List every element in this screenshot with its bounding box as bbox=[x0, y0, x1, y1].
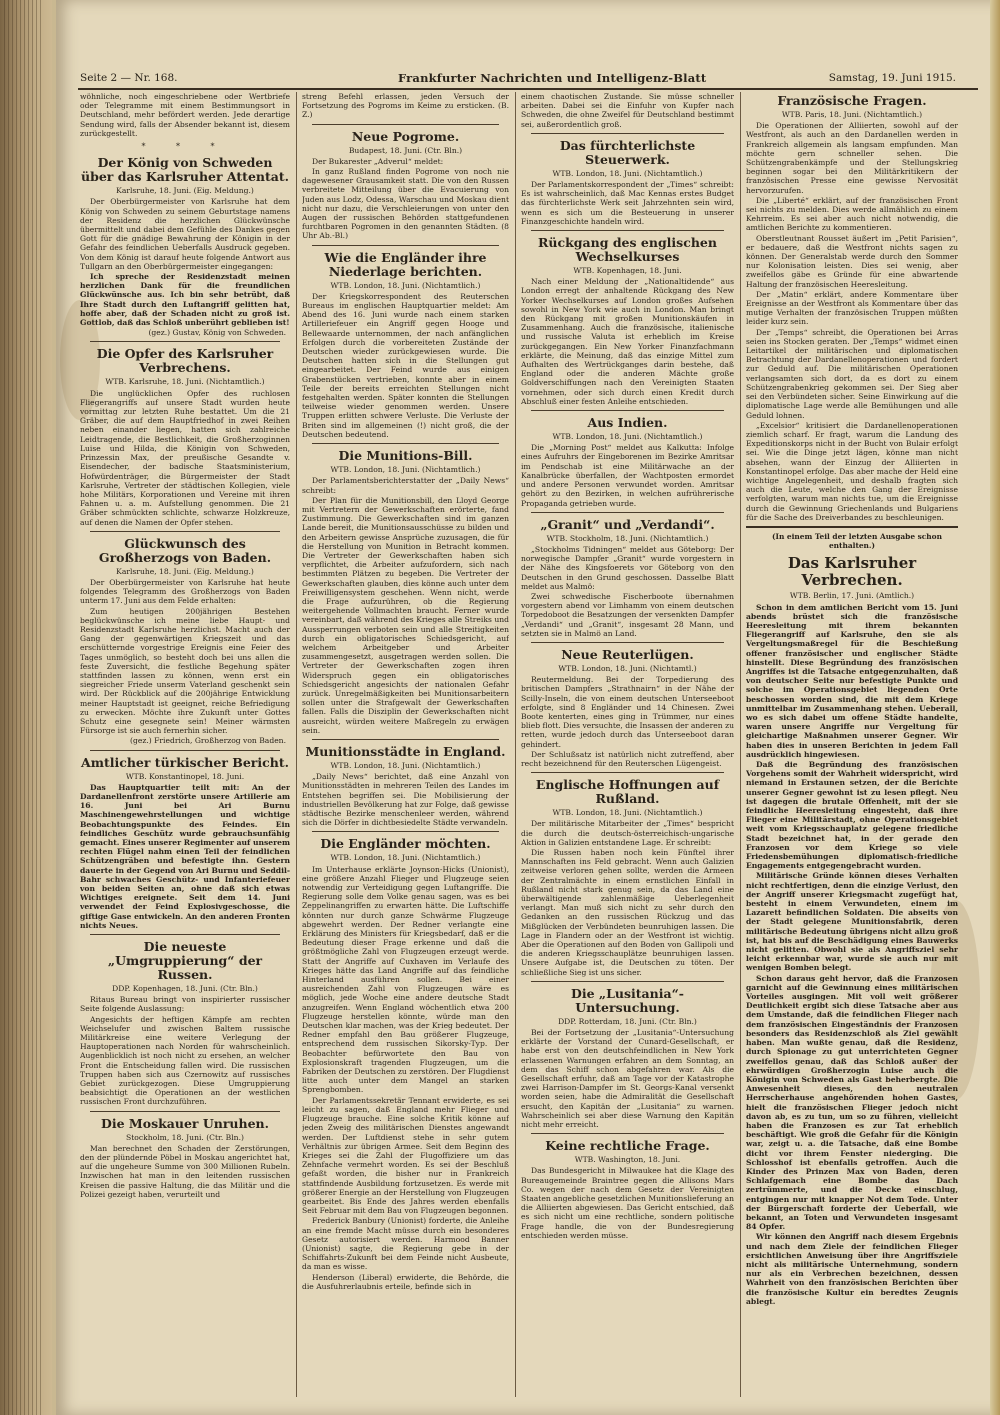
article-paragraph: Nach einer Meldung der „Nationaltidende“ aus London erregt der anhaltende Rückgang des New Yorker Wechselkurses auf London großes Aufsehen sowohl in New York wie auch in London. Man bringt den Rückgang mit großen Munitionskäufen in Zusammenhang. Auch die französische, italienische und russische Valuta ist erheblich im Kreise zurückgegangen. Ein New Yorker Finanzfachmann erklärte, die Meinung, daß das einzige Mittel zum Aufhalten des Wertrückganges darin bestehe, daß England oder die anderen Mächte große Goldverschiffungen nach den Vereinigten Staaten vornehmen, oder sich durch einen Kredit durch Abschluß einer festen Anleihe entschieden. bbox=[521, 277, 734, 406]
dateline: Stockholm, 18. Juni. (Ctr. Bln.) bbox=[126, 1132, 244, 1142]
article-paragraph: Reutermeldung. Bei der Torpedierung des britischen Dampfers „Strathnairn“ in der Nähe der Scilly-Inseln, die von einem deutschen Unterseeboot erfolgte, sind 8 Engländer und 14 Chinesen. Zwei Boote kenterten, eines ging in Trümmer, nur eines blieb flott. Dies versuchte, die Insassen der anderen zu retten, wurde jedoch durch das Unterseeboot daran gehindert. bbox=[521, 675, 734, 749]
dateline: WTB. London, 18. Juni. (Nichtamtlich.) bbox=[330, 760, 481, 770]
headline-aus-indien: Aus Indien. bbox=[587, 415, 668, 431]
article-paragraph: „Stockholms Tidningen“ meldet aus Göteborg: Der norwegische Dampfer „Granit“ wurde vorgestern in der Nähe des Kingsfoerets vor Göteborg von den Deutschen in den Grund geschossen. Dasselbe Blatt meldet aus Malmö: bbox=[521, 544, 734, 591]
dateline: WTB. London, 18. Juni. (Nichtamtlich.) bbox=[330, 465, 481, 475]
headline-umgruppierung: Die neueste „Umgruppierung“ der Russen. bbox=[107, 939, 263, 983]
dateline: WTB. London, 18. Juni. (Nichtamtl.) bbox=[558, 663, 697, 673]
article-paragraph: „Excelsior“ kritisiert die Dardanellenoperationen ziemlich scharf. Er fragt, warum die Landung des Expeditionskorps nicht in der Bucht von Bulair erfolgt sei. Wie die Dinge jetzt lägen, könne man nicht absehen, wann der Einzug der Alliierten in Konstantinopel erfolge. Das aber mache der Held eine wichtige Angelegenheit, und deshalb fragten sich auch die Leute, welche den Gang der Ereignisse verfolgten, warum man nichts tue, um die Ereignisse durch die Gewinnung Griechenlands und Bulgariens für die Sache des Dreiverbandes zu beschleunigen. bbox=[746, 420, 958, 522]
article-paragraph: Der militärische Mitarbeiter der „Times“ bespricht die durch die deutsch-österreichisch-ungarische Aktion in Galizien entstandene Lage. Er schreibt: bbox=[521, 819, 734, 847]
headline-steuerwerk: Das fürchterlichste Steuerwerk. bbox=[559, 137, 696, 167]
headline-englaender-niederlage: Wie die Engländer ihre Niederlage berichten. bbox=[324, 249, 487, 279]
newspaper-title: Frankfurter Nachrichten und Intelligenz-Blatt bbox=[398, 71, 707, 85]
column-2 bbox=[302, 92, 509, 1397]
article-divider bbox=[90, 750, 280, 751]
dateline: WTB. Paris, 18. Juni. (Nichtamtlich.) bbox=[781, 110, 923, 119]
article-paragraph: Zum heutigen 200jährigen Bestehen beglückwünsche ich meine liebe Haupt- und Residenzstadt Karlsruhe herzlichst. Macht auch der Gang der gegenwärtigen Kriegszeit und das erschütternde vorgestrige Ereignis eine Feier des Tages unmöglich, so besteht doch bei uns allen die feste Zuversicht, die festliche Begehung später stattfinden lassen zu können, wenn erst ein siegreicher Friede unserm Vaterland geschenkt sein wird. Der Rückblick auf die 200jährige Entwicklung meiner Hauptstadt ist geeignet, reiche Befriedigung zu erwecken. Möchte ihre Zukunft unter Gottes Schutz eine gesegnete sein! Meiner wärmsten Fürsorge ist sie auch fernerhin sicher. bbox=[80, 606, 290, 736]
article-paragraph: Henderson (Liberal) erwiderte, die Behörde, die die Ausfuhrerlaubnis erteile, befinde sich in bbox=[302, 1272, 509, 1291]
article-divider bbox=[746, 526, 958, 528]
page-number: Seite 2 — Nr. 168. bbox=[80, 72, 178, 84]
column-2-intro: streng Befehl erlassen, jeden Versuch der Fortsetzung des Pogroms im Keime zu ersticken. (B. Z.) bbox=[302, 92, 509, 120]
article-paragraph: Der Parlamentskorrespondent der „Times“ schreibt: Es ist wahrscheinlich, daß Mac Kennas erstes Budget das fürchterlichste Werk seit Jahrzehnten sein wird, wenn es sich um die Besteuerung in unserer Finanzgeschichte handeln wird. bbox=[521, 180, 734, 226]
headline-granit-verdandi: „Granit“ und „Verdandi“. bbox=[540, 516, 715, 532]
article-paragraph: Der Kriegskorrespondent des Reuterschen Bureaus im englischen Hauptquartier meldet: Am Abend des 16. Juni wurde nach einem starken Artilleriefeuer ein Angriff gegen Hooge und Bellewaarde unternommen, der nach anfänglichen Erfolgen durch die vorbereiteten Zustände der Deutschen wieder zurückgewiesen wurde. Die Deutschen hatten sich in die Stellungen gut eingearbeitet. Der Feind wurde aus einigen Grabenstücken vertrieben, konnte aber in einem Teile der bereits erreichten Stellungen nicht festgehalten werden. Später konnten die Stellungen teilweise wieder genommen werden. Unsere Truppen erlitten schwere Verluste. Die Verluste der Briten sind im allgemeinen (!) nicht groß, die der Deutschen bedeutend. bbox=[302, 291, 509, 439]
headline-englaender-moechten: Die Engländer möchten. bbox=[320, 836, 491, 852]
headline-wechselkurs: Rückgang des englischen Wechselkurses bbox=[538, 235, 717, 265]
article-paragraph: Der Parlamentsberichterstatter der „Daily News“ schreibt: bbox=[302, 476, 509, 495]
article-paragraph: Zwei schwedische Fischerboote übernahmen vorgestern abend vor Limhamm von einem deutschen Torpedoboot die Besatzungen der versenkten Dampfer „Verdandi“ und „Granit“, insgesamt 28 Mann, und setzten sie in Malmö an Land. bbox=[521, 591, 734, 638]
edition-note: (In einem Teil der letzten Ausgabe schon enthalten.) bbox=[772, 531, 942, 551]
article-divider bbox=[312, 245, 499, 246]
headline-tuerkischer-bericht: Amtlicher türkischer Bericht. bbox=[81, 754, 289, 770]
article-paragraph: Man berechnet den Schaden der Zerstörungen, den der plündernde Pöbel in Moskau angerichtet hat, auf die ungeheure Summe von 300 Millionen Rubeln. Inzwischen hat man in den leitenden russischen Kreisen die passive Haltung, die das Militär und die Polizei gezeigt haben, verurteilt und bbox=[80, 1143, 290, 1199]
article-paragraph: Schon daraus geht hervor, daß die Franzosen garnicht auf die Gewinnung eines militärischen Vorteiles ausgingen. Mit voll weit größerer Deutlichkeit ergibt sich diese Tatsache aber aus dem Umstande, daß die feindlichen Flieger nach dem französischen Eingeständnis der Franzosen besonders das Residenzschloß als Ziel gewählt haben. Man wußte genau, daß die Residenz, durch Spionage zu gut unterrichteten Gegner zweifellos genau, daß das Schloß außer der ehrwürdigen Großherzogin Luise auch die Königin von Schweden als Gast beherbergte. Die Anwesenheit dieses, den neutralen Herrscherhause angehörenden hohen Gastes, hielt die französischen Flieger jedoch nicht davon ab, es zu tun, um so zu führen, vielleicht haben die Franzosen es zur Tat erheblich beschäftigt. Wie groß die Gefahr für die Königin war, zeigt u. a. die Tatsache, daß eine Bombe dicht vor ihrem Fenster niederging. Die Schlosshof ist ebenfalls getroffen. Auch die Kinder des Prinzen Max von Baden, deren Schlafgemach eine Bombe das Dach zertrümmerte, und die Decke einschlug, entgingen nur mit knapper Not dem Tode. Unter der Bürgerschaft forderte der Ueberfall, wie bekannt, an Toten und Verwundeten insgesamt 84 Opfer. bbox=[746, 973, 958, 1232]
signature: (gez.) Gustav, König von Schweden. bbox=[148, 328, 286, 338]
article-paragraph: Der „Temps“ schreibt, die Operationen bei Arras seien ins Stocken geraten. Der „Temps“ widmet einen Leitartikel der militärischen und diplomatischen Betrachtung der Dardanellenoperationen und fordert zur Geduld auf. Die militärischen Operationen verlangsamten sich dort, da es dort zu einem Schützengrabenkrieg gekommen sei. Der Sieg aber sei den Verbündeten sicher. Seine Einwirkung auf die diplomatische Lage werde alle Bemühungen und alle Geduld lohnen. bbox=[746, 327, 958, 420]
column-rule bbox=[296, 92, 297, 1397]
headline-glueckwunsch: Glückwunsch des Großherzogs von Baden. bbox=[98, 535, 272, 565]
column-1 bbox=[80, 92, 290, 1397]
page-header bbox=[80, 72, 974, 88]
headline-franzoesische-fragen: Französische Fragen. bbox=[777, 93, 927, 108]
column-rule bbox=[740, 92, 741, 1397]
column-3-intro: einem chaotischen Zustande. Sie müsse schneller arbeiten. Dabei sei die Einfuhr von Kupfer nach Schweden, die ohne Zweifel für Deutschland bestimmt sei, außerordentlich groß. bbox=[521, 92, 734, 129]
article-paragraph: Der Schlußsatz ist natürlich nicht zutreffend, aber recht bezeichnend für den Reuterschen Lügengeist. bbox=[521, 749, 734, 768]
article-paragraph: Im Unterhause erklärte Joynson-Hicks (Unionist), eine größere Anzahl Flieger und Flugzeuge seien notwendig zur Verteidigung gegen Luftangriffe. Die Regierung solle dem Volke genau sagen, was es bei Zeppelinangriffen zu erwarten hätte. Die Luftschiffe könnten nur durch ganze Schwärme Flugzeuge abgewehrt werden. Der Redner verlangte eine Erklärung des Ministers für Kriegsbedarf, daß er die Bedeutung dieser Frage erkenne und daß die größtmögliche Zahl von Flugzeugen erzeugt werde. Statt der Angriffe auf Cuxhaven im Verlaufe des Krieges hätte das Land Angriffe auf das feindliche Hinterland ausführen sollen. Bei einer ausreichenden Zahl von Flugzeugen wäre es möglich, jede Woche eine andere deutsche Stadt anzugreifen. Wenn England wöchentlich etwa 200 Flugzeuge herstellen könnte, würde man den Deutschen klar machen, was der Krieg bedeutet. Der Redner empfahl den Bau größerer Flugzeuge, entsprechend dem russischen Sikorsky-Typ. Der Beobachter befürwortete den Bau von Explosionskraft tragenden Flugzeugen, um die Fabriken der Deutschen zu zerstören. Der Flugdienst litte auch unter dem Mangel an starken Sprengbomben. bbox=[302, 864, 509, 1095]
article-quote: Ich spreche der Residenzstadt meinen herzlichen Dank für die freundlichen Glückwünsche aus. Ich bin sehr betrübt, daß Ihre Stadt durch den Luftangriff gelitten hat, hoffe aber, daß der Schaden nicht zu groß ist. Gottlob, daß das Schloß unberührt geblieben ist! bbox=[80, 272, 290, 328]
dateline: DDP. Kopenhagen, 18. Juni. (Ctr. Bln.) bbox=[112, 984, 258, 994]
article-divider bbox=[531, 133, 724, 134]
dateline: Karlsruhe, 18. Juni. (Eig. Meldung.) bbox=[116, 566, 254, 576]
headline-karlsruher-verbrechen: Das Karlsruher Verbrechen. bbox=[787, 554, 917, 590]
article-paragraph: Ritaus Bureau bringt von inspirierter russischer Seite folgende Auslassung: bbox=[80, 995, 290, 1014]
headline-hoffnungen-russland: Englische Hoffnungen auf Rußland. bbox=[535, 777, 720, 807]
headline-lusitania: Die „Lusitania“-Untersuchung. bbox=[571, 985, 684, 1015]
article-paragraph: Oberstleutnant Rousset äußert im „Petit Parisien“, er bedauere, daß die Westfront nichts sagen zu können. Der Generalstab werde durch den Sommer nur Kolonisation leisten. Dies sei wenig, aber zweifellos gäbe es Gründe für eine abwartende Haltung der französischen Heeresleitung. bbox=[746, 233, 958, 289]
dateline: WTB. London, 18. Juni. (Nichtamtlich.) bbox=[330, 280, 481, 290]
article-paragraph: Militärische Gründe können dieses Verhalten nicht rechtfertigen, denn die einzige Verlust, den der Angriff unserer Kriegsmacht zugefügt hat, besteht in einem Verwundeten, einem im Lazarett befindlichen Soldaten. Die abseits von der Stadt gelegene Munitionsfabrik, deren militärische Bedeutung übrigens nicht allzu groß ist, hat bis auf die Beschädigung eines Bauwerks nicht gelitten. Obwohl sie als Angriffsziel sehr leicht erkennbar war, wurde sie auch nur mit wenigen Bomben belegt. bbox=[746, 871, 958, 973]
article-paragraph: Das Bundesgericht in Milwaukee hat die Klage des Bureaugemeinde Braintree gegen die Allisons Mars Co. wegen der nach dem Gesetz der Vereinigten Staaten angebliche gesetzlichen Munitionslieferung an die Alliierten abgewiesen. Das Gericht entschied, daß es sich nicht um eine rechtliche, sondern politische Frage handle, die von der Bundesregierung entschieden werden müsse. bbox=[521, 1166, 734, 1240]
signature: (gez.) Friedrich, Großherzog von Baden. bbox=[130, 736, 286, 746]
dateline: WTB. Berlin, 17. Juni. (Amtlich.) bbox=[789, 591, 915, 601]
article-paragraph: Der Parlamentssekretär Tennant erwiderte, es sei leicht zu sagen, daß England mehr Flieger und Flugzeuge brauche. Eine solche Kritik könne auf jeden Zweig des militärischen Dienstes angewandt werden. Der Luftdienst stehe in sehr gutem Verhältnis zur übrigen Armee. Seit dem Beginn des Krieges sei die Zahl der Flugoffiziere um das Zehnfache vermehrt worden. Es sei der Beschluß gefaßt worden, die bisher nur in Frankreich stattfindende Ausbildung fortzusetzen. Es werde mit größerer Energie an der Herstellung von Flugzeugen gearbeitet. Bis Ende des Jahres werden ebenfalls Seit Februar mit dem Bau von Flugzeugen begonnen. bbox=[302, 1095, 509, 1216]
article-divider bbox=[531, 642, 724, 643]
dateline: WTB. London, 18. Juni. (Nichtamtlich.) bbox=[552, 808, 703, 818]
headline-reuterluegen: Neue Reuterlügen. bbox=[561, 646, 694, 662]
article-divider bbox=[531, 1133, 724, 1134]
article-divider bbox=[312, 124, 499, 125]
dateline: WTB. Stockholm, 18. Juni. (Nichtamtlich.) bbox=[546, 533, 709, 543]
article-divider bbox=[312, 831, 499, 832]
headline-opfer: Die Opfer des Karlsruher Verbrechens. bbox=[96, 346, 274, 376]
article-divider bbox=[312, 739, 499, 740]
article-paragraph: Der Plan für die Munitionsbill, den Lloyd George mit Vertretern der Gewerkschaften erörterte, fand Zustimmung. Die Gewerkschaften sind im ganzen Lande bereit, die Munitionsausschüsse zu bilden und den Arbeitern gewisse Ansprüche zuzusagen, die für die Herstellung von Munition in Betracht kommen. Die Vertreter der Gewerkschaften haben sich verpflichtet, die Arbeiter aufzufordern, sich nach bestimmten Plätzen zu begeben. Die Vertreter der Gewerkschaften glauben, dies könne auch unter dem Freiwilligensystem geschehen. Wenn nicht, werde die Frage aufzurühren, ob die Regierung weitergehende Vollmachten braucht. Ferner wurde vereinbart, daß während des Krieges alle Streiks und Aussperrungen verboten sein und alle Streitigkeiten durch ein obligatorisches Schiedsgericht, auf welchem Arbeitgeber und Arbeiter zusammengesetzt, ausgetragen werden sollen. Die Vertreter der Gewerkschaften zogen ihren Widerspruch gegen ein obligatorisches Schiedsgericht angesichts der nationalen Gefahr zurück. Unregelmäßigkeiten bei Munitionsarbeitern sollen unter die Strafgewalt der Gewerkschaften fallen. Falls die Disziplin der Gewerkschaften nicht ausreicht, würden weitere Maßregeln zu erwägen sein. bbox=[302, 495, 509, 735]
article-divider bbox=[90, 934, 280, 935]
article-divider bbox=[90, 531, 280, 532]
headline-moskauer-unruhen: Die Moskauer Unruhen. bbox=[101, 1115, 269, 1131]
dateline: WTB. London, 18. Juni. (Nichtamtlich.) bbox=[552, 168, 703, 178]
article-divider bbox=[531, 410, 724, 411]
article-divider bbox=[531, 512, 724, 513]
headline-munitionsstaedte: Munitionsstädte in England. bbox=[305, 743, 506, 759]
article-divider bbox=[90, 341, 280, 342]
article-divider bbox=[312, 443, 499, 444]
article-paragraph: Frederick Banbury (Unionist) forderte, die Anleihe an eine fremde Macht müsse durch ein besonderes Gesetz autorisiert werden. Harmood Banner (Unionist) sagte, die Regierung gebe in der Schiffahrts-Zukunft bei dem Feinde nicht Ausbeute, da man es wisse. bbox=[302, 1216, 509, 1272]
header-rule bbox=[78, 88, 978, 90]
article-paragraph: Der Bukarester „Adverul“ meldet: bbox=[312, 156, 444, 166]
article-divider bbox=[531, 230, 724, 231]
dateline: WTB. London, 18. Juni. (Nichtamtlich.) bbox=[330, 853, 481, 863]
article-paragraph: Wir können den Angriff nach diesem Ergebnis und nach dem Ziele der feindlichen Flieger ersichtlichen Anweisung über ihre Angriffsziele nicht als militärische Unternehmung, sondern nur als ein Verbrechen bezeichnen, dessen Wahrheit von den französischen Berichten über die französische Kultur ein beredtes Zeugnis ablegt. bbox=[746, 1232, 958, 1306]
article-divider bbox=[90, 1111, 280, 1112]
dateline: WTB. Konstantinopel, 18. Juni. bbox=[125, 771, 245, 781]
article-paragraph: Angesichts der heftigen Kämpfe am rechten Weichselufer und zwischen Baltem russische Militärkreise eine weitere Verlegung der Hauptoperationen nach Norden für wahrscheinlich. Augenblicklich ist noch nicht zu ersehen, an welcher Front die Entscheidung fallen wird. Die russischen Truppen haben sich aus Czernowitz auf russisches Gebiet zurückgezogen. Diese Umgruppierung beabsichtigt die Operationen an der westlichen russischen Front durchzuführen. bbox=[80, 1014, 290, 1107]
article-paragraph: Die „Morning Post“ meldet aus Kalkutta: Infolge eines Aufruhrs der Eingeborenen im Bezirke Amritsar im Pendschab ist eine Militärwache an der Kanalbrücke überfallen, der Wachtposten ermordet und andere Personen verwundet worden. Amritsar gehört zu den Bezirken, in welchen aufrührerische Propaganda getrieben wurde. bbox=[521, 443, 734, 508]
article-paragraph: Schon in dem amtlichen Bericht vom 15. Juni abends brüstet sich die französische Heeresleitung mit ihrem bekannten Fliegerangriff auf Karlsruhe, den sie als Vergeltungsmaßregel für die Beschießung offener französischer und englischer Städte hinstellt. Diese Begründung des französischen Angriffes ist die Tatsache entgegenzuhalten, daß von deutscher Seite nur befestigte Punkte und solche im Operationsgebiet liegenden Orte beschossen worden sind, die mit dem Kriege unmittelbar im Zusammenhang stehen. Ueberall, wo es sich dabei um offene Städte handelte, waren unsere Angriffe nur Vergeltung für gleichartige Maßnahmen unserer Gegner. Wir haben dies in unseren Berichten in jedem Fall ausdrücklich hingewiesen. bbox=[746, 602, 958, 759]
dateline: DDP. Rotterdam, 18. Juni. (Ctr. Bln.) bbox=[558, 1016, 697, 1026]
column-4 bbox=[746, 92, 958, 1397]
article-paragraph: In ganz Rußland finden Pogrome von noch nie dagewesener Grausamkeit statt. Die von den Russen verbreitete Mitteilung über die Evacuierung von Juden aus Lodz, Odessa, Warschau und Moskau dient nicht nur dazu, die Verschleierungen von unter den Augen der russischen Behörden stattgefundenen furchtbaren Pogromen in den genannten Städten. (8 Uhr Ab.-Bl.) bbox=[302, 167, 509, 241]
article-divider bbox=[531, 981, 724, 982]
article-paragraph: Daß die Begründung des französischen Vorgehens somit der Wahrheit widerspricht, wird niemand in Erstaunen setzen, der die Berichte unserer Gegner gewohnt ist zu lesen pflegt. Neu ist dagegen die brutale Offenheit, mit der sie feindliche Heeresleitung eingesteht, daß ihre Flieger eine Militärstadt, ohne Operationsgebiet weit vom Kriegsschauplatz gelegene friedliche Stadt bezeichnet hat, in der gerade den Franzosen vor dem Kriege so viele Friedensbemühungen diplomatisch-friedliche Engagements entgegengebracht wurden. bbox=[746, 760, 958, 871]
article-paragraph: Die „Liberté“ erklärt, auf der französischen Front sei nichts zu melden. Dies werde allmählich zu einem Kehrreim. Es sei aber auch nicht notwendig, die amtlichen Berichte zu kommentieren. bbox=[746, 195, 958, 233]
article-paragraph: „Daily News“ berichtet, daß eine Anzahl von Munitionsstädten in mehreren Teilen des Landes im Entstehen begriffen sei. Die Mobilisierung der industriellen Bevölkerung hat zur Folge, daß gewisse städtische Bezirke menschenleer werden, während sich die Dörfer in dichtbesiedelte Städte verwandeln. bbox=[302, 772, 509, 828]
article-paragraph: Die Russen haben noch kein Fünftel ihrer Mannschaften ins Feld gebracht. Wenn auch Galizien zeitweise verloren gehen sollte, werden die Armeen der Zentralmächte in einem ernstlichen Einfall in Rußland nicht stark genug sein, da das Land eine überwältigende zahlenmäßige Ueberlegenheit verlangt. Man muß sich nicht zu sehr durch den Gedanken an den russischen Rückzug und das Mißglücken der Verbündeten beunruhigen lassen. Die Lage in Flandern oder an der Westfront ist wichtig. Aber die Operationen auf den Boden von Gallipoli und die anderen Kriegsschauplätze beunruhigen lassen. Unsere Aufgabe ist, die Deutschen zu töten. Der schließliche Sieg ist uns sicher. bbox=[521, 847, 734, 977]
book-binding bbox=[0, 0, 52, 1415]
column-rule bbox=[515, 92, 516, 1397]
dateline: WTB. Kopenhagen, 18. Juni. bbox=[573, 266, 682, 276]
article-paragraph: Der „Matin“ erklärt, andere Kommentare über Ereignisse an der Westfront als Kommentare über das mutige Verhalten der französischen Truppen müßten leider kurz sein. bbox=[746, 289, 958, 327]
page-edge bbox=[990, 0, 1000, 1415]
dateline: WTB. Washington, 18. Juni. bbox=[574, 1155, 681, 1165]
article-paragraph: Der Oberbürgermeister von Karlsruhe hat dem König von Schweden zu seinem Geburtstage namens der Residenz die herzlichen Glückwünsche übermittelt und dabei dem Gefühle des Dankes gegen Gott für die gnädige Bewahrung der Königin in der Gefahr des feindlichen Ueberfalls Ausdruck gegeben. Von dem König ist darauf heute folgende Antwort aus Tullgarn an den Oberbürgermeister eingegangen: bbox=[80, 197, 290, 271]
section-stars: * * * bbox=[141, 142, 229, 152]
article-divider bbox=[531, 772, 724, 773]
article-paragraph: Bei der Fortsetzung der „Lusitania“-Untersuchung erklärte der Vorstand der Cunard-Gesellschaft, er habe erst von den deutschfeindlichen in New York erlassenen Warnungen erfahren an dem Sonntag, an dem das Schiff schon abgefahren war. Als die Gesellschaft erfuhr, daß am Tage vor der Katastrophe zwei Harrison-Dampfer im St. Georgs-Kanal versenkt worden seien, habe die Admiralität die Gesellschaft ersucht, den Kapitän der „Lusitania“ zu warnen. Wahrscheinlich sei aber diese Warnung den Kapitän nicht mehr erreicht. bbox=[521, 1028, 734, 1130]
issue-date: Samstag, 19. Juni 1915. bbox=[828, 72, 956, 84]
column-3 bbox=[521, 92, 734, 1397]
headline-keine-rechtliche-frage: Keine rechtliche Frage. bbox=[545, 1138, 710, 1154]
dateline: WTB. Karlsruhe, 18. Juni. (Nichtamtlich.) bbox=[105, 377, 265, 387]
column-1-intro: wöhnliche, noch eingeschriebene oder Wertbriefe oder Telegramme mit einem Bestimmungsort in Deutschland, mehr befördert werden. Jede derartige Sendung wird, falls der Absender bekannt ist, diesem zurückgestellt. bbox=[80, 92, 290, 138]
article-paragraph: Die unglücklichen Opfer des ruchlosen Fliegerangriffs auf unsere Stadt wurden heute vormittag zur letzten Ruhe bestattet. Um die 21 Gräber, die auf dem Hauptfriedhof in zwei Reihen neben einander liegen, hatten sich zahlreiche Leidtragende, die Bestlichkeit, die Großherzoginnen Luise und Hilda, die Königin von Schweden, Prinzessin Max, der preußische Gesandte v. Eisendecher, der badische Staatsministerium, Hofwürdenträger, die Bürgermeister der Stadt Karlsruhe, Vertreter der städtischen Kollegien, viele hohe Militärs, Korporationen und Vereine mit ihren Fahnen u. a. m. Aufstellung genommen. Die 21 Gräber schmückten schlichte, schwarze Holzkreuze, auf denen die Namen der Opfer stehen. bbox=[80, 388, 290, 527]
headline-neue-pogrome: Neue Pogrome. bbox=[351, 128, 460, 144]
binding-page-edges bbox=[4, 0, 44, 1415]
article-paragraph: Die Operationen der Alliierten, sowohl auf der Westfront, als auch an den Dardanellen werden in Frankreich allgemein als langsam empfunden. Man möchte gern schneller sehen. Die Schützengrabenkämpfe und der Stellungskrieg beginnen sogar bei den Militärkritikern der französischen Presse eine gewisse Nervosität hervorzurufen. bbox=[746, 121, 958, 195]
dateline: Budapest, 18. Juni. (Ctr. Bln.) bbox=[348, 145, 463, 155]
article-paragraph: Der Oberbürgermeister von Karlsruhe hat heute folgendes Telegramm des Großherzogs von Baden unterm 17. Juni aus dem Felde erhalten: bbox=[80, 577, 290, 606]
dateline: WTB. London, 18. Juni. (Nichtamtlich.) bbox=[552, 432, 703, 442]
article-paragraph: Das Hauptquartier teilt mit: An der Dardanellenfront zerstörte unsere Artillerie am 16. Juni bei Ari Burnu Maschinengewehrstellungen und wichtige Beobachtungspunkte des Feindes. Ein feindliches Geschütz wurde gebrauchsunfähig gemacht. Eines unserer Regimenter auf unserem rechten Flügel nahm einen Teil der feindlichen Schützengräben und befestigte ihn. Gestern dauerte in der Gegend von Ari Burnu und Seddil-Bahr schwaches Geschütz- und Infanteriefeuer von beiden Seiten an, ohne daß sich etwas Wichtiges ereignete. Seit dem 14. Juni verwendet der Feind Explosivgeschosse, die giftige Gase entwickeln. An den anderen Fronten nichts Neues. bbox=[80, 782, 290, 930]
headline-munitions-bill: Die Munitions-Bill. bbox=[338, 448, 473, 464]
headline-koenig-schweden: Der König von Schweden über das Karlsruher Attentat. bbox=[80, 155, 289, 185]
dateline: Karlsruhe, 18. Juni. (Eig. Meldung.) bbox=[116, 186, 254, 196]
